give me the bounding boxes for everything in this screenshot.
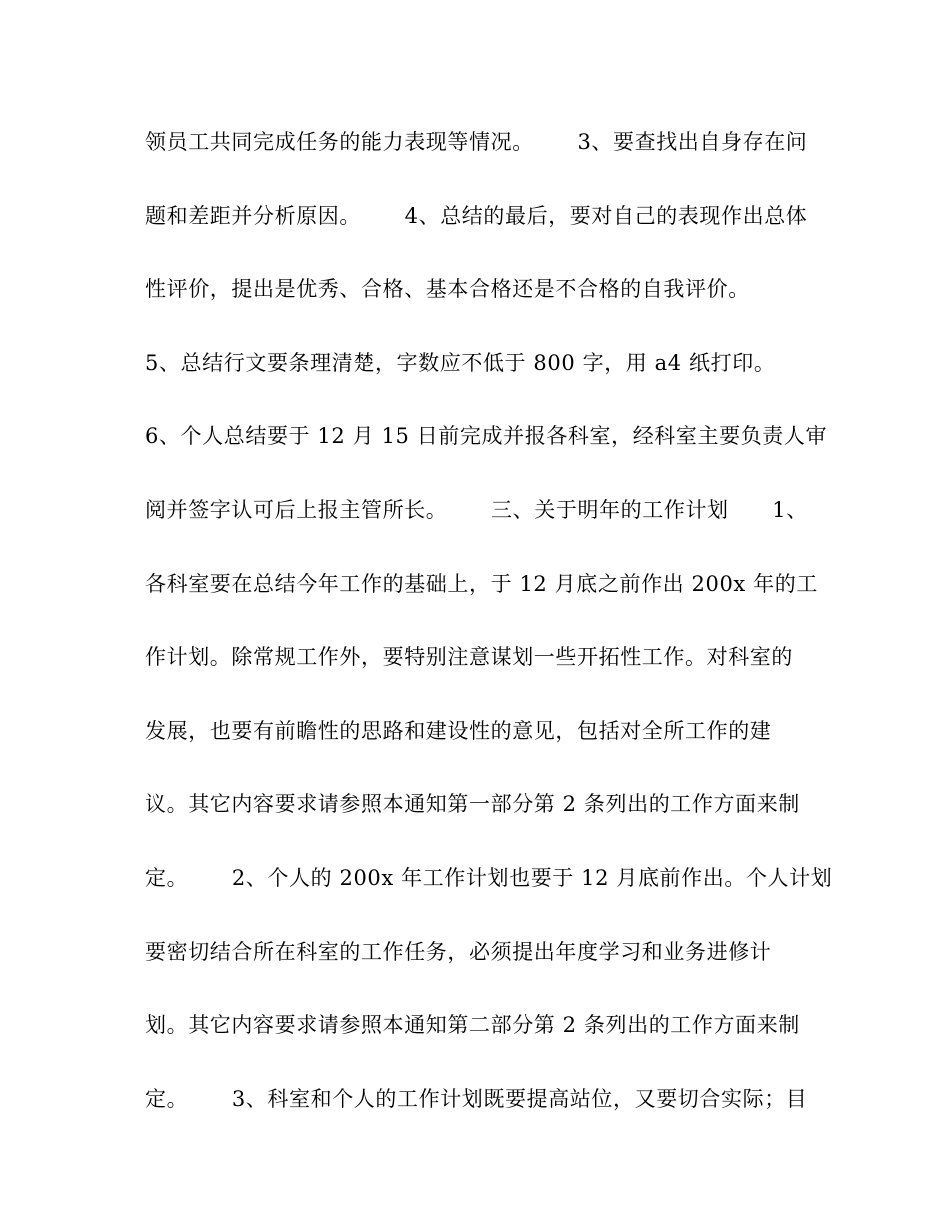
- text-line: 各科室要在总结今年工作的基础上，于 12 月底之前作出 200x 年的工: [145, 571, 818, 596]
- text-line: 议。其它内容要求请参照本通知第一部分第 2 条列出的工作方面来制: [145, 792, 800, 817]
- text-line: 阅并签字认可后上报主管所长。 三、关于明年的工作计划 1、: [145, 497, 808, 522]
- text-line: 题和差距并分析原因。 4、总结的最后，要对自己的表现作出总体: [145, 203, 808, 228]
- text-line: 发展，也要有前瞻性的思路和建设性的意见，包括对全所工作的建: [145, 718, 772, 743]
- text-line: 性评价，提出是优秀、合格、基本合格还是不合格的自我评价。: [145, 277, 750, 302]
- text-line: 作计划。除常规工作外，要特别注意谋划一些开拓性工作。对科室的: [145, 645, 793, 670]
- text-line: 要密切结合所在科室的工作任务，必须提出年度学习和业务进修计: [145, 939, 772, 964]
- body-text: [145, 116, 833, 1146]
- text-line: 划。其它内容要求请参照本通知第二部分第 2 条列出的工作方面来制: [145, 1013, 800, 1038]
- text-line: 领员工共同完成任务的能力表现等情况。 3、要查找出自身存在问: [145, 130, 808, 154]
- text-line: 5、总结行文要条理清楚，字数应不低于 800 字，用 a4 纸打印。: [145, 350, 776, 375]
- text-line: 定。 3、科室和个人的工作计划既要提高站位，又要切合实际；目: [145, 1086, 808, 1111]
- text-line: 定。 2、个人的 200x 年工作计划也要于 12 月底前作出。个人计划: [145, 865, 833, 890]
- text-line: 6、个人总结要于 12 月 15 日前完成并报各科室，经科室主要负责人审: [145, 424, 828, 449]
